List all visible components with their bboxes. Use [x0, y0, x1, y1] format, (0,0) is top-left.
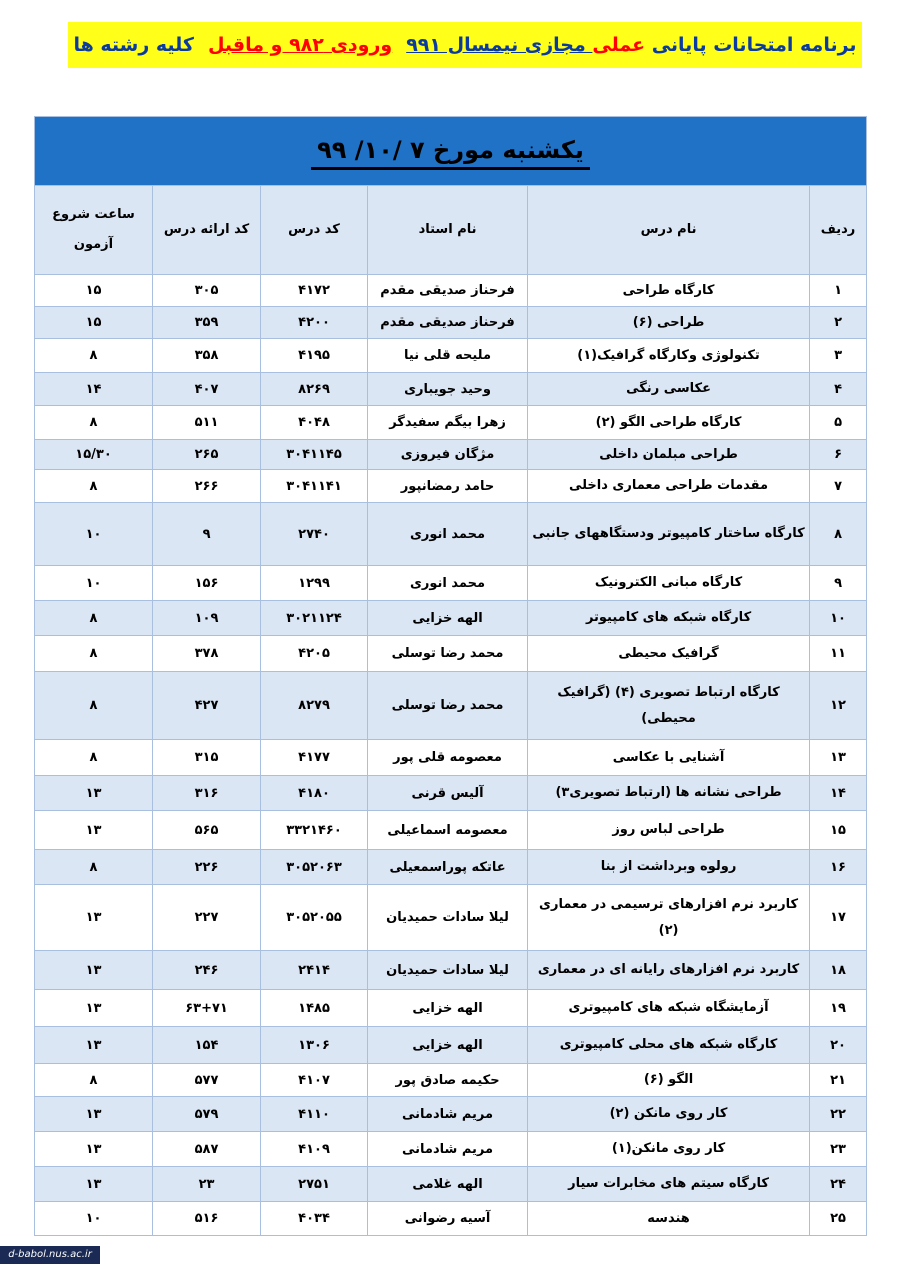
cell-row-number: ۱۳ [810, 740, 867, 776]
cell-offer-code: ۳۷۸ [153, 636, 261, 672]
cell-row-number: ۸ [810, 503, 867, 566]
cell-row-number: ۱۲ [810, 672, 867, 740]
cell-row-number: ۱۰ [810, 601, 867, 636]
cell-offer-code: ۱۵۴ [153, 1027, 261, 1064]
cell-offer-code: ۲۶۵ [153, 440, 261, 470]
cell-course-code: ۳۰۵۲۰۵۵ [261, 885, 368, 951]
cell-instructor: فرحناز صدیقی مقدم [368, 307, 528, 339]
cell-course-code: ۳۳۲۱۴۶۰ [261, 811, 368, 850]
cell-start-time: ۱۳ [35, 811, 153, 850]
table-row [35, 850, 867, 885]
table-row [35, 339, 867, 373]
cell-instructor: زهرا بیگم سفیدگر [368, 406, 528, 440]
cell-offer-code: ۶۳+۷۱ [153, 990, 261, 1027]
cell-row-number: ۹ [810, 566, 867, 601]
cell-row-number: ۲۱ [810, 1064, 867, 1097]
cell-row-number: ۳ [810, 339, 867, 373]
cell-course: طراحی نشانه ها (ارتباط تصویری۳) [528, 776, 810, 811]
cell-row-number: ۱۱ [810, 636, 867, 672]
col-header-row: ردیف [810, 186, 867, 275]
cell-course: گرافیک محیطی [528, 636, 810, 672]
cell-instructor: مریم شادمانی [368, 1097, 528, 1132]
cell-instructor: حکیمه صادق پور [368, 1064, 528, 1097]
cell-course: کارگاه طراحی الگو (۲) [528, 406, 810, 440]
cell-start-time: ۱۳ [35, 990, 153, 1027]
cell-offer-code: ۳۵۸ [153, 339, 261, 373]
cell-offer-code: ۵۶۵ [153, 811, 261, 850]
cell-instructor: عاتکه پوراسمعیلی [368, 850, 528, 885]
cell-course: طراحی لباس روز [528, 811, 810, 850]
col-header-instructor: نام استاد [368, 186, 528, 275]
cell-instructor: مریم شادمانی [368, 1132, 528, 1167]
cell-start-time: ۱۳ [35, 1167, 153, 1202]
exam-schedule-table [34, 116, 867, 1236]
title-part-3: مجازی نیمسال ۹۹۱ [406, 34, 593, 56]
cell-course: کار روی مانکن (۲) [528, 1097, 810, 1132]
cell-offer-code: ۵۷۷ [153, 1064, 261, 1097]
cell-start-time: ۱۳ [35, 776, 153, 811]
cell-start-time: ۱۵/۳۰ [35, 440, 153, 470]
cell-instructor: مژگان فیروزی [368, 440, 528, 470]
cell-start-time: ۸ [35, 601, 153, 636]
table-row [35, 1064, 867, 1097]
cell-course-code: ۴۱۷۷ [261, 740, 368, 776]
cell-offer-code: ۱۰۹ [153, 601, 261, 636]
cell-row-number: ۱۷ [810, 885, 867, 951]
cell-course: رولوه وبرداشت از بنا [528, 850, 810, 885]
table-row [35, 1097, 867, 1132]
cell-course: طراحی مبلمان داخلی [528, 440, 810, 470]
cell-start-time: ۱۳ [35, 951, 153, 990]
cell-instructor: لیلا سادات حمیدیان [368, 885, 528, 951]
cell-start-time: ۱۴ [35, 373, 153, 406]
table-row [35, 470, 867, 503]
cell-course-code: ۴۰۳۴ [261, 1202, 368, 1236]
cell-course: الگو (۶) [528, 1064, 810, 1097]
site-url-badge: d-babol.nus.ac.ir [0, 1246, 100, 1264]
cell-course-code: ۴۲۰۰ [261, 307, 368, 339]
cell-course-code: ۴۱۷۲ [261, 275, 368, 307]
cell-course: مقدمات طراحی معماری داخلی [528, 470, 810, 503]
cell-offer-code: ۴۰۷ [153, 373, 261, 406]
cell-course-code: ۳۰۵۲۰۶۳ [261, 850, 368, 885]
cell-course-code: ۳۰۴۱۱۴۵ [261, 440, 368, 470]
col-header-course: نام درس [528, 186, 810, 275]
title-part-all-fields: کلیه رشته ها [73, 34, 194, 56]
cell-course-code: ۲۷۴۰ [261, 503, 368, 566]
cell-start-time: ۱۳ [35, 1097, 153, 1132]
cell-row-number: ۷ [810, 470, 867, 503]
cell-course: آشنایی با عکاسی [528, 740, 810, 776]
cell-start-time: ۸ [35, 740, 153, 776]
cell-row-number: ۲۵ [810, 1202, 867, 1236]
cell-offer-code: ۲۲۶ [153, 850, 261, 885]
cell-instructor: معصومه قلی پور [368, 740, 528, 776]
cell-offer-code: ۳۰۵ [153, 275, 261, 307]
cell-start-time: ۸ [35, 339, 153, 373]
cell-start-time: ۸ [35, 1064, 153, 1097]
cell-row-number: ۶ [810, 440, 867, 470]
cell-course: کار روی مانکن(۱) [528, 1132, 810, 1167]
cell-course-code: ۴۲۰۵ [261, 636, 368, 672]
cell-row-number: ۱۸ [810, 951, 867, 990]
cell-course-code: ۲۷۵۱ [261, 1167, 368, 1202]
cell-course: کاربرد نرم افزارهای رایانه ای در معماری [528, 951, 810, 990]
table-row [35, 990, 867, 1027]
table-row [35, 1202, 867, 1236]
cell-start-time: ۸ [35, 406, 153, 440]
cell-course: کارگاه مبانی الکترونیک [528, 566, 810, 601]
cell-course-code: ۴۱۰۷ [261, 1064, 368, 1097]
cell-offer-code: ۳۱۵ [153, 740, 261, 776]
cell-start-time: ۸ [35, 850, 153, 885]
cell-row-number: ۲۳ [810, 1132, 867, 1167]
cell-course: آزمایشگاه شبکه های کامپیوتری [528, 990, 810, 1027]
cell-course: کارگاه ارتباط تصویری (۴) (گرافیک محیطی) [528, 672, 810, 740]
cell-offer-code: ۴۲۷ [153, 672, 261, 740]
cell-instructor: الهه خزایی [368, 1027, 528, 1064]
table-row [35, 672, 867, 740]
cell-instructor: الهه خزایی [368, 990, 528, 1027]
cell-row-number: ۱۹ [810, 990, 867, 1027]
col-header-course-code: کد درس [261, 186, 368, 275]
cell-start-time: ۱۳ [35, 1132, 153, 1167]
cell-instructor: فرحناز صدیقی مقدم [368, 275, 528, 307]
col-header-offer-code: کد ارائه درس [153, 186, 261, 275]
table-row [35, 406, 867, 440]
date-header [35, 117, 867, 186]
cell-offer-code: ۵۷۹ [153, 1097, 261, 1132]
cell-offer-code: ۲۴۶ [153, 951, 261, 990]
table-row [35, 440, 867, 470]
cell-offer-code: ۵۱۱ [153, 406, 261, 440]
cell-row-number: ۱۵ [810, 811, 867, 850]
cell-course: هندسه [528, 1202, 810, 1236]
cell-instructor: الهه غلامی [368, 1167, 528, 1202]
cell-instructor: حامد رمضانپور [368, 470, 528, 503]
table-row [35, 811, 867, 850]
cell-start-time: ۱۰ [35, 503, 153, 566]
cell-offer-code: ۵۱۶ [153, 1202, 261, 1236]
table-row [35, 776, 867, 811]
title-part-1: برنامه امتحانات پایانی [645, 34, 857, 56]
cell-course-code: ۸۲۶۹ [261, 373, 368, 406]
table-row [35, 601, 867, 636]
table-row [35, 307, 867, 339]
cell-row-number: ۱ [810, 275, 867, 307]
table-row [35, 275, 867, 307]
table-row [35, 951, 867, 990]
cell-offer-code: ۲۳ [153, 1167, 261, 1202]
cell-offer-code: ۲۲۷ [153, 885, 261, 951]
cell-row-number: ۵ [810, 406, 867, 440]
cell-start-time: ۱۵ [35, 275, 153, 307]
cell-instructor: الهه خزایی [368, 601, 528, 636]
cell-course: کارگاه شبکه های کامپیوتر [528, 601, 810, 636]
cell-offer-code: ۳۵۹ [153, 307, 261, 339]
cell-instructor: محمد انوری [368, 566, 528, 601]
cell-course: کارگاه ساختار کامپیوتر ودستگاههای جانبی [528, 503, 810, 566]
cell-course: کارگاه طراحی [528, 275, 810, 307]
cell-offer-code: ۵۸۷ [153, 1132, 261, 1167]
cell-instructor: آسیه رضوانی [368, 1202, 528, 1236]
cell-course: تکنولوژی وکارگاه گرافیک(۱) [528, 339, 810, 373]
cell-offer-code: ۲۶۶ [153, 470, 261, 503]
cell-course-code: ۴۰۴۸ [261, 406, 368, 440]
title-part-practical: عملی [592, 34, 646, 56]
cell-course: کارگاه سیتم های مخابرات سیار [528, 1167, 810, 1202]
cell-start-time: ۱۰ [35, 1202, 153, 1236]
cell-row-number: ۲۰ [810, 1027, 867, 1064]
cell-offer-code: ۳۱۶ [153, 776, 261, 811]
cell-instructor: محمد رضا توسلی [368, 636, 528, 672]
cell-instructor: آلیس قرنی [368, 776, 528, 811]
cell-course-code: ۳۰۲۱۱۲۴ [261, 601, 368, 636]
cell-offer-code: ۹ [153, 503, 261, 566]
cell-course: کارگاه شبکه های محلی کامپیوتری [528, 1027, 810, 1064]
cell-course: کاربرد نرم افزارهای ترسیمی در معماری (۲) [528, 885, 810, 951]
cell-course-code: ۴۱۰۹ [261, 1132, 368, 1167]
cell-offer-code: ۱۵۶ [153, 566, 261, 601]
cell-course: طراحی (۶) [528, 307, 810, 339]
cell-row-number: ۲ [810, 307, 867, 339]
cell-start-time: ۸ [35, 636, 153, 672]
cell-row-number: ۱۴ [810, 776, 867, 811]
cell-start-time: ۸ [35, 470, 153, 503]
cell-course-code: ۴۱۸۰ [261, 776, 368, 811]
cell-instructor: وحید جویباری [368, 373, 528, 406]
cell-instructor: لیلا سادات حمیدیان [368, 951, 528, 990]
table-row [35, 1167, 867, 1202]
page-title [68, 22, 862, 68]
cell-instructor: محمد رضا توسلی [368, 672, 528, 740]
table-row [35, 503, 867, 566]
cell-course-code: ۱۲۹۹ [261, 566, 368, 601]
cell-row-number: ۱۶ [810, 850, 867, 885]
cell-course-code: ۴۱۹۵ [261, 339, 368, 373]
cell-start-time: ۱۳ [35, 1027, 153, 1064]
col-header-start-time: ساعت شروع آزمون [35, 186, 153, 275]
cell-start-time: ۱۳ [35, 885, 153, 951]
table-row [35, 373, 867, 406]
cell-course-code: ۳۰۴۱۱۴۱ [261, 470, 368, 503]
cell-course-code: ۴۱۱۰ [261, 1097, 368, 1132]
title-part-entry: ورودی ۹۸۲ و ماقبل [207, 34, 393, 56]
cell-start-time: ۱۰ [35, 566, 153, 601]
cell-instructor: محمد انوری [368, 503, 528, 566]
cell-start-time: ۱۵ [35, 307, 153, 339]
table-row [35, 566, 867, 601]
cell-row-number: ۲۲ [810, 1097, 867, 1132]
table-row [35, 740, 867, 776]
cell-row-number: ۴ [810, 373, 867, 406]
cell-instructor: معصومه اسماعیلی [368, 811, 528, 850]
cell-course-code: ۸۲۷۹ [261, 672, 368, 740]
cell-instructor: ملیحه قلی نیا [368, 339, 528, 373]
table-row [35, 885, 867, 951]
cell-course-code: ۲۴۱۴ [261, 951, 368, 990]
table-row [35, 1027, 867, 1064]
cell-row-number: ۲۴ [810, 1167, 867, 1202]
table-row [35, 636, 867, 672]
cell-course: عکاسی رنگی [528, 373, 810, 406]
cell-course-code: ۱۴۸۵ [261, 990, 368, 1027]
table-row [35, 1132, 867, 1167]
cell-course-code: ۱۳۰۶ [261, 1027, 368, 1064]
cell-start-time: ۸ [35, 672, 153, 740]
date-header-text: یکشنبه مورخ ۷ /۱۰/ ۹۹ [311, 133, 590, 170]
